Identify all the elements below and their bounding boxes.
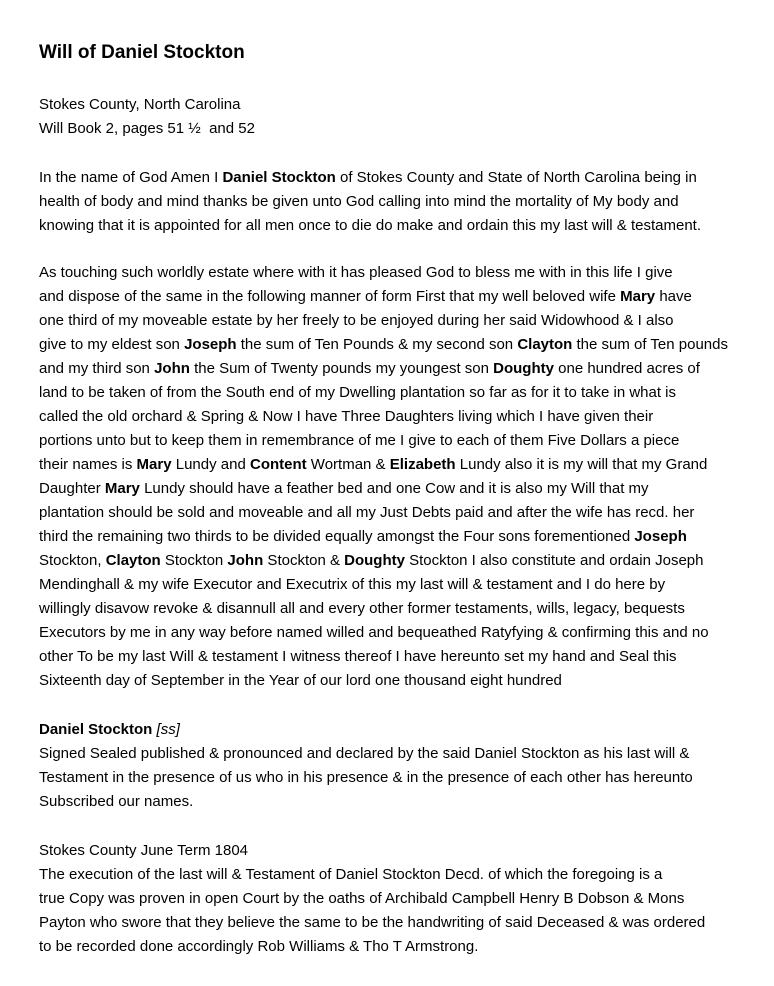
text-line <box>39 333 728 357</box>
text-line <box>39 790 693 814</box>
bold-name: John <box>154 360 190 377</box>
bold-name: Daniel Stockton <box>39 721 153 738</box>
text-segment: and dispose of the same in the following manner of form First that my well beloved wife <box>39 288 621 305</box>
text-segment: give to my eldest son <box>39 336 185 353</box>
bold-name: Clayton <box>105 552 161 569</box>
text-segment: health of body and mind thanks be given unto God calling into mind the mortality of My body and <box>39 193 679 210</box>
text-line <box>39 117 255 141</box>
text-segment: other To be my last Will & testament I witness thereof I have hereunto set my hand and Seal this <box>39 648 677 665</box>
text-line <box>39 501 728 525</box>
text-line <box>39 887 705 911</box>
text-line <box>39 645 728 669</box>
text-segment: plantation should be sold and moveable and all my Just Debts paid and after the wife has recd. her <box>39 504 695 521</box>
text-segment: Daughter <box>39 480 105 497</box>
text-line <box>39 573 728 597</box>
text-line <box>39 766 693 790</box>
text-segment: Lundy and <box>171 456 250 473</box>
text-segment: Stokes County, North Carolina <box>39 96 241 113</box>
text-line <box>39 166 701 190</box>
text-line <box>39 405 728 429</box>
bold-name: Mary <box>104 480 140 497</box>
text-segment: Testament in the presence of us who in his presence & in the presence of each other has hereunto <box>39 769 693 786</box>
text-segment: Sixteenth day of September in the Year of our lord one thousand eight hundred <box>39 672 562 689</box>
text-line <box>39 190 701 214</box>
text-segment: true Copy was proven in open Court by the oaths of Archibald Campbell Henry B Dobson & Mons <box>39 890 685 907</box>
text-line <box>39 357 728 381</box>
text-line <box>39 477 728 501</box>
bold-name: Mary <box>136 456 172 473</box>
bold-name: Elizabeth <box>389 456 456 473</box>
text-segment: Stockton, <box>39 552 106 569</box>
text-line <box>39 621 728 645</box>
text-line <box>39 742 693 766</box>
text-segment: In the name of God Amen I <box>39 169 223 186</box>
text-line <box>39 839 705 863</box>
text-segment: to be recorded done accordingly Rob Williams & Tho T Armstrong. <box>39 938 479 955</box>
text-line <box>39 549 728 573</box>
text-segment: Subscribed our names. <box>39 793 194 810</box>
text-line <box>39 261 728 285</box>
probate-paragraph <box>39 839 705 959</box>
text-line <box>39 429 728 453</box>
text-segment: called the old orchard & Spring & Now I have Three Daughters living which I have given their <box>39 408 654 425</box>
bold-name: Mary <box>620 288 656 305</box>
text-segment: Will Book 2, pages 51 ½ and 52 <box>39 120 255 137</box>
bequests-paragraph <box>39 261 728 693</box>
text-segment: Stockton & <box>263 552 345 569</box>
text-segment: Stockton <box>160 552 228 569</box>
text-segment: Wortman & <box>306 456 390 473</box>
text-line <box>39 309 728 333</box>
italic-text: [ss] <box>156 721 180 738</box>
text-segment: Executors by me in any way before named willed and bequeathed Ratyfying & confirming this and no <box>39 624 709 641</box>
text-segment: the Sum of Twenty pounds my youngest son <box>189 360 494 377</box>
bold-name: Doughty <box>493 360 554 377</box>
text-segment: portions unto but to keep them in remembrance of me I give to each of them Five Dollars a piece <box>39 432 680 449</box>
bold-name: John <box>227 552 264 569</box>
text-segment: Signed Sealed published & pronounced and declared by the said Daniel Stockton as his last will & <box>39 745 690 762</box>
text-segment: As touching such worldly estate where with it has pleased God to bless me with in this life I give <box>39 264 673 281</box>
text-line <box>39 381 728 405</box>
text-segment: willingly disavow revoke & disannull all and every other former testaments, wills, legacy, bequests <box>39 600 685 617</box>
signature-block <box>39 718 693 814</box>
text-segment: Stockton I also constitute and ordain Joseph <box>404 552 704 569</box>
text-line <box>39 285 728 309</box>
bold-name: Daniel Stockton <box>222 169 336 186</box>
text-segment: Stokes County June Term 1804 <box>39 842 249 859</box>
text-line <box>39 525 728 549</box>
text-segment: Lundy also it is my will that my Grand <box>455 456 708 473</box>
bold-name: Doughty <box>344 552 405 569</box>
text-line <box>39 93 255 117</box>
text-segment: their names is <box>39 456 137 473</box>
text-segment: have <box>655 288 692 305</box>
text-segment: knowing that it is appointed for all men once to die do make and ordain this my last will & testament. <box>39 217 702 234</box>
text-line <box>39 453 728 477</box>
text-line <box>39 669 728 693</box>
bold-name: Joseph <box>184 336 237 353</box>
source-info <box>39 93 255 141</box>
text-segment: the sum of Ten pounds <box>572 336 728 353</box>
text-segment: Payton who swore that they believe the same to be the handwriting of said Deceased & was ordered <box>39 914 706 931</box>
document-title: Will of Daniel Stockton <box>39 42 245 63</box>
text-segment: one third of my moveable estate by her freely to be enjoyed during her said Widowhood & I also <box>39 312 674 329</box>
bold-name: Joseph <box>634 528 687 545</box>
preamble-paragraph <box>39 166 701 238</box>
text-segment: and my third son <box>39 360 155 377</box>
text-segment: Lundy should have a feather bed and one Cow and it is also my Will that my <box>139 480 649 497</box>
bold-name: Clayton <box>517 336 573 353</box>
text-line <box>39 214 701 238</box>
text-segment: the sum of Ten Pounds & my second son <box>236 336 518 353</box>
text-line <box>39 597 728 621</box>
text-line <box>39 718 693 742</box>
text-line <box>39 863 705 887</box>
text-segment: one hundred acres of <box>553 360 700 377</box>
text-segment: The execution of the last will & Testament of Daniel Stockton Decd. of which the foregoing is a <box>39 866 663 883</box>
text-segment: of Stokes County and State of North Carolina being in <box>335 169 697 186</box>
bold-name: Content <box>249 456 307 473</box>
text-segment: land to be taken of from the South end of my Dwelling plantation so far as for it to take in what is <box>39 384 677 401</box>
text-line <box>39 935 705 959</box>
text-segment: third the remaining two thirds to be divided equally amongst the Four sons forementioned <box>39 528 635 545</box>
text-line <box>39 911 705 935</box>
text-segment: Mendinghall & my wife Executor and Executrix of this my last will & testament and I do here by <box>39 576 666 593</box>
